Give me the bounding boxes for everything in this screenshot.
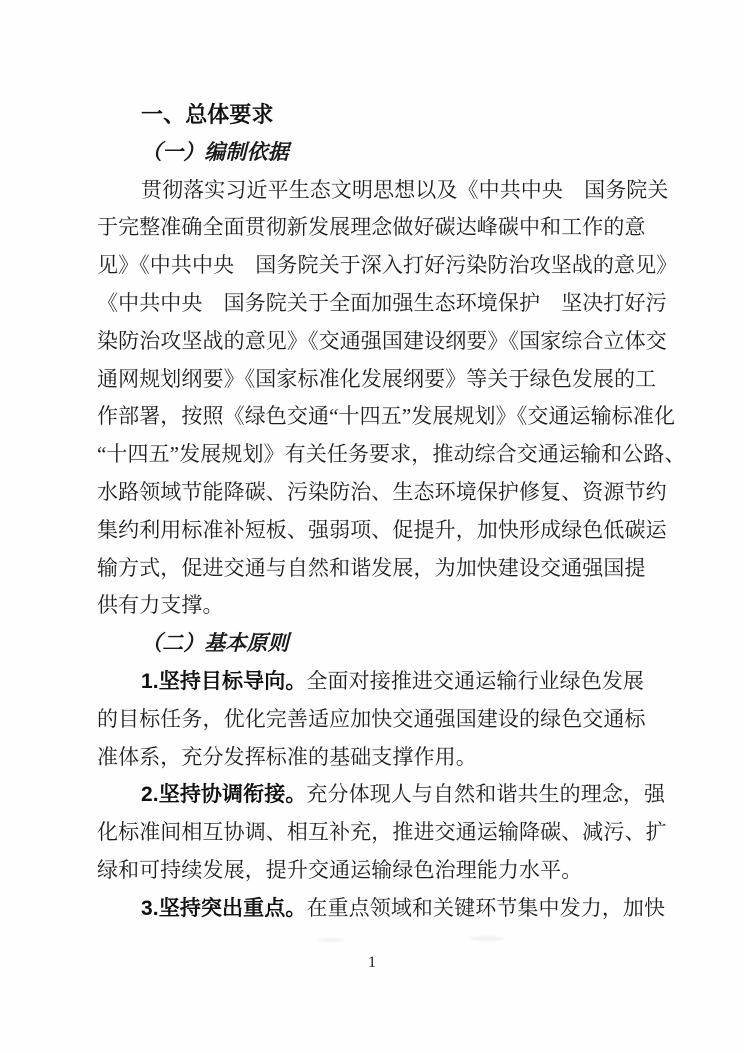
line-text: 作部署，按照《绿色交通“十四五”发展规划》《交通运输标准化 bbox=[97, 404, 676, 429]
line-text: （一）编制依据 bbox=[141, 139, 289, 164]
line-text: 化标准间相互协调、相互补充，推进交通运输降碳、减污、扩 bbox=[97, 820, 667, 845]
text-line-18 bbox=[97, 739, 667, 777]
line-text: 一、总体要求 bbox=[141, 102, 274, 127]
line-text: 全面对接推进交通运输行业绿色发展 bbox=[306, 668, 645, 693]
text-line-13 bbox=[97, 550, 667, 588]
line-text: 于完整准确全面贯彻新发展理念做好碳达峰碳中和工作的意 bbox=[97, 215, 646, 240]
text-line-1 bbox=[97, 96, 667, 134]
line-text: 的目标任务，优化完善适应加快交通强国建设的绿色交通标 bbox=[97, 706, 646, 731]
text-line-20 bbox=[97, 814, 667, 852]
scan-artifact bbox=[470, 936, 504, 941]
line-text: 准体系，充分发挥标准的基础支撑作用。 bbox=[97, 744, 477, 769]
line-text: 充分体现人与自然和谐共生的理念，强 bbox=[306, 782, 666, 807]
text-line-7 bbox=[97, 323, 667, 361]
text-line-3 bbox=[97, 172, 667, 210]
line-text: 在重点领域和关键环节集中发力，加快 bbox=[306, 895, 666, 920]
text-line-16 bbox=[97, 663, 667, 701]
line-text: 通网规划纲要》《国家标准化发展纲要》等关于绿色发展的工 bbox=[97, 366, 657, 391]
line-text: 见》《中共中央 国务院关于深入打好污染防治攻坚战的意见》 bbox=[97, 253, 678, 278]
text-line-22 bbox=[97, 890, 667, 928]
document-body bbox=[97, 96, 686, 928]
line-text: “十四五”发展规划》有关任务要求，推动综合交通运输和公路、 bbox=[97, 442, 686, 467]
line-text: 水路领域节能降碳、污染防治、生态环境保护修复、资源节约 bbox=[97, 479, 667, 504]
text-line-12 bbox=[97, 512, 667, 550]
text-line-4 bbox=[97, 209, 667, 247]
text-line-2 bbox=[97, 134, 667, 172]
text-line-6 bbox=[97, 285, 667, 323]
page-number: 1 bbox=[368, 954, 376, 971]
paragraph-lead: 3.坚持突出重点。 bbox=[141, 896, 307, 920]
line-text: 集约利用标准补短板、强弱项、促提升，加快形成绿色低碳运 bbox=[97, 517, 667, 542]
line-text: （二）基本原则 bbox=[141, 631, 289, 656]
paragraph-lead: 1.坚持目标导向。 bbox=[141, 669, 307, 693]
line-text: 输方式，促进交通与自然和谐发展，为加快建设交通强国提 bbox=[97, 555, 646, 580]
scan-artifact bbox=[318, 938, 344, 942]
text-line-5 bbox=[97, 247, 678, 285]
line-text: 染防治攻坚战的意见》《交通强国建设纲要》《国家综合立体交 bbox=[97, 328, 667, 353]
paragraph-lead: 2.坚持协调衔接。 bbox=[141, 783, 307, 807]
text-line-19 bbox=[97, 776, 667, 814]
text-line-11 bbox=[97, 474, 667, 512]
line-text: 贯彻落实习近平生态文明思想以及《中共中央 国务院关 bbox=[141, 177, 669, 202]
line-text: 供有力支撑。 bbox=[97, 593, 224, 618]
text-line-8 bbox=[97, 361, 667, 399]
line-text: 绿和可持续发展，提升交通运输绿色治理能力水平。 bbox=[97, 857, 583, 882]
text-line-9 bbox=[97, 398, 676, 436]
text-line-17 bbox=[97, 701, 667, 739]
line-text: 《中共中央 国务院关于全面加强生态环境保护 坚决打好污 bbox=[97, 290, 667, 315]
text-line-14 bbox=[97, 587, 667, 625]
text-line-21 bbox=[97, 852, 667, 890]
text-line-10 bbox=[97, 436, 686, 474]
text-line-15 bbox=[97, 625, 667, 663]
